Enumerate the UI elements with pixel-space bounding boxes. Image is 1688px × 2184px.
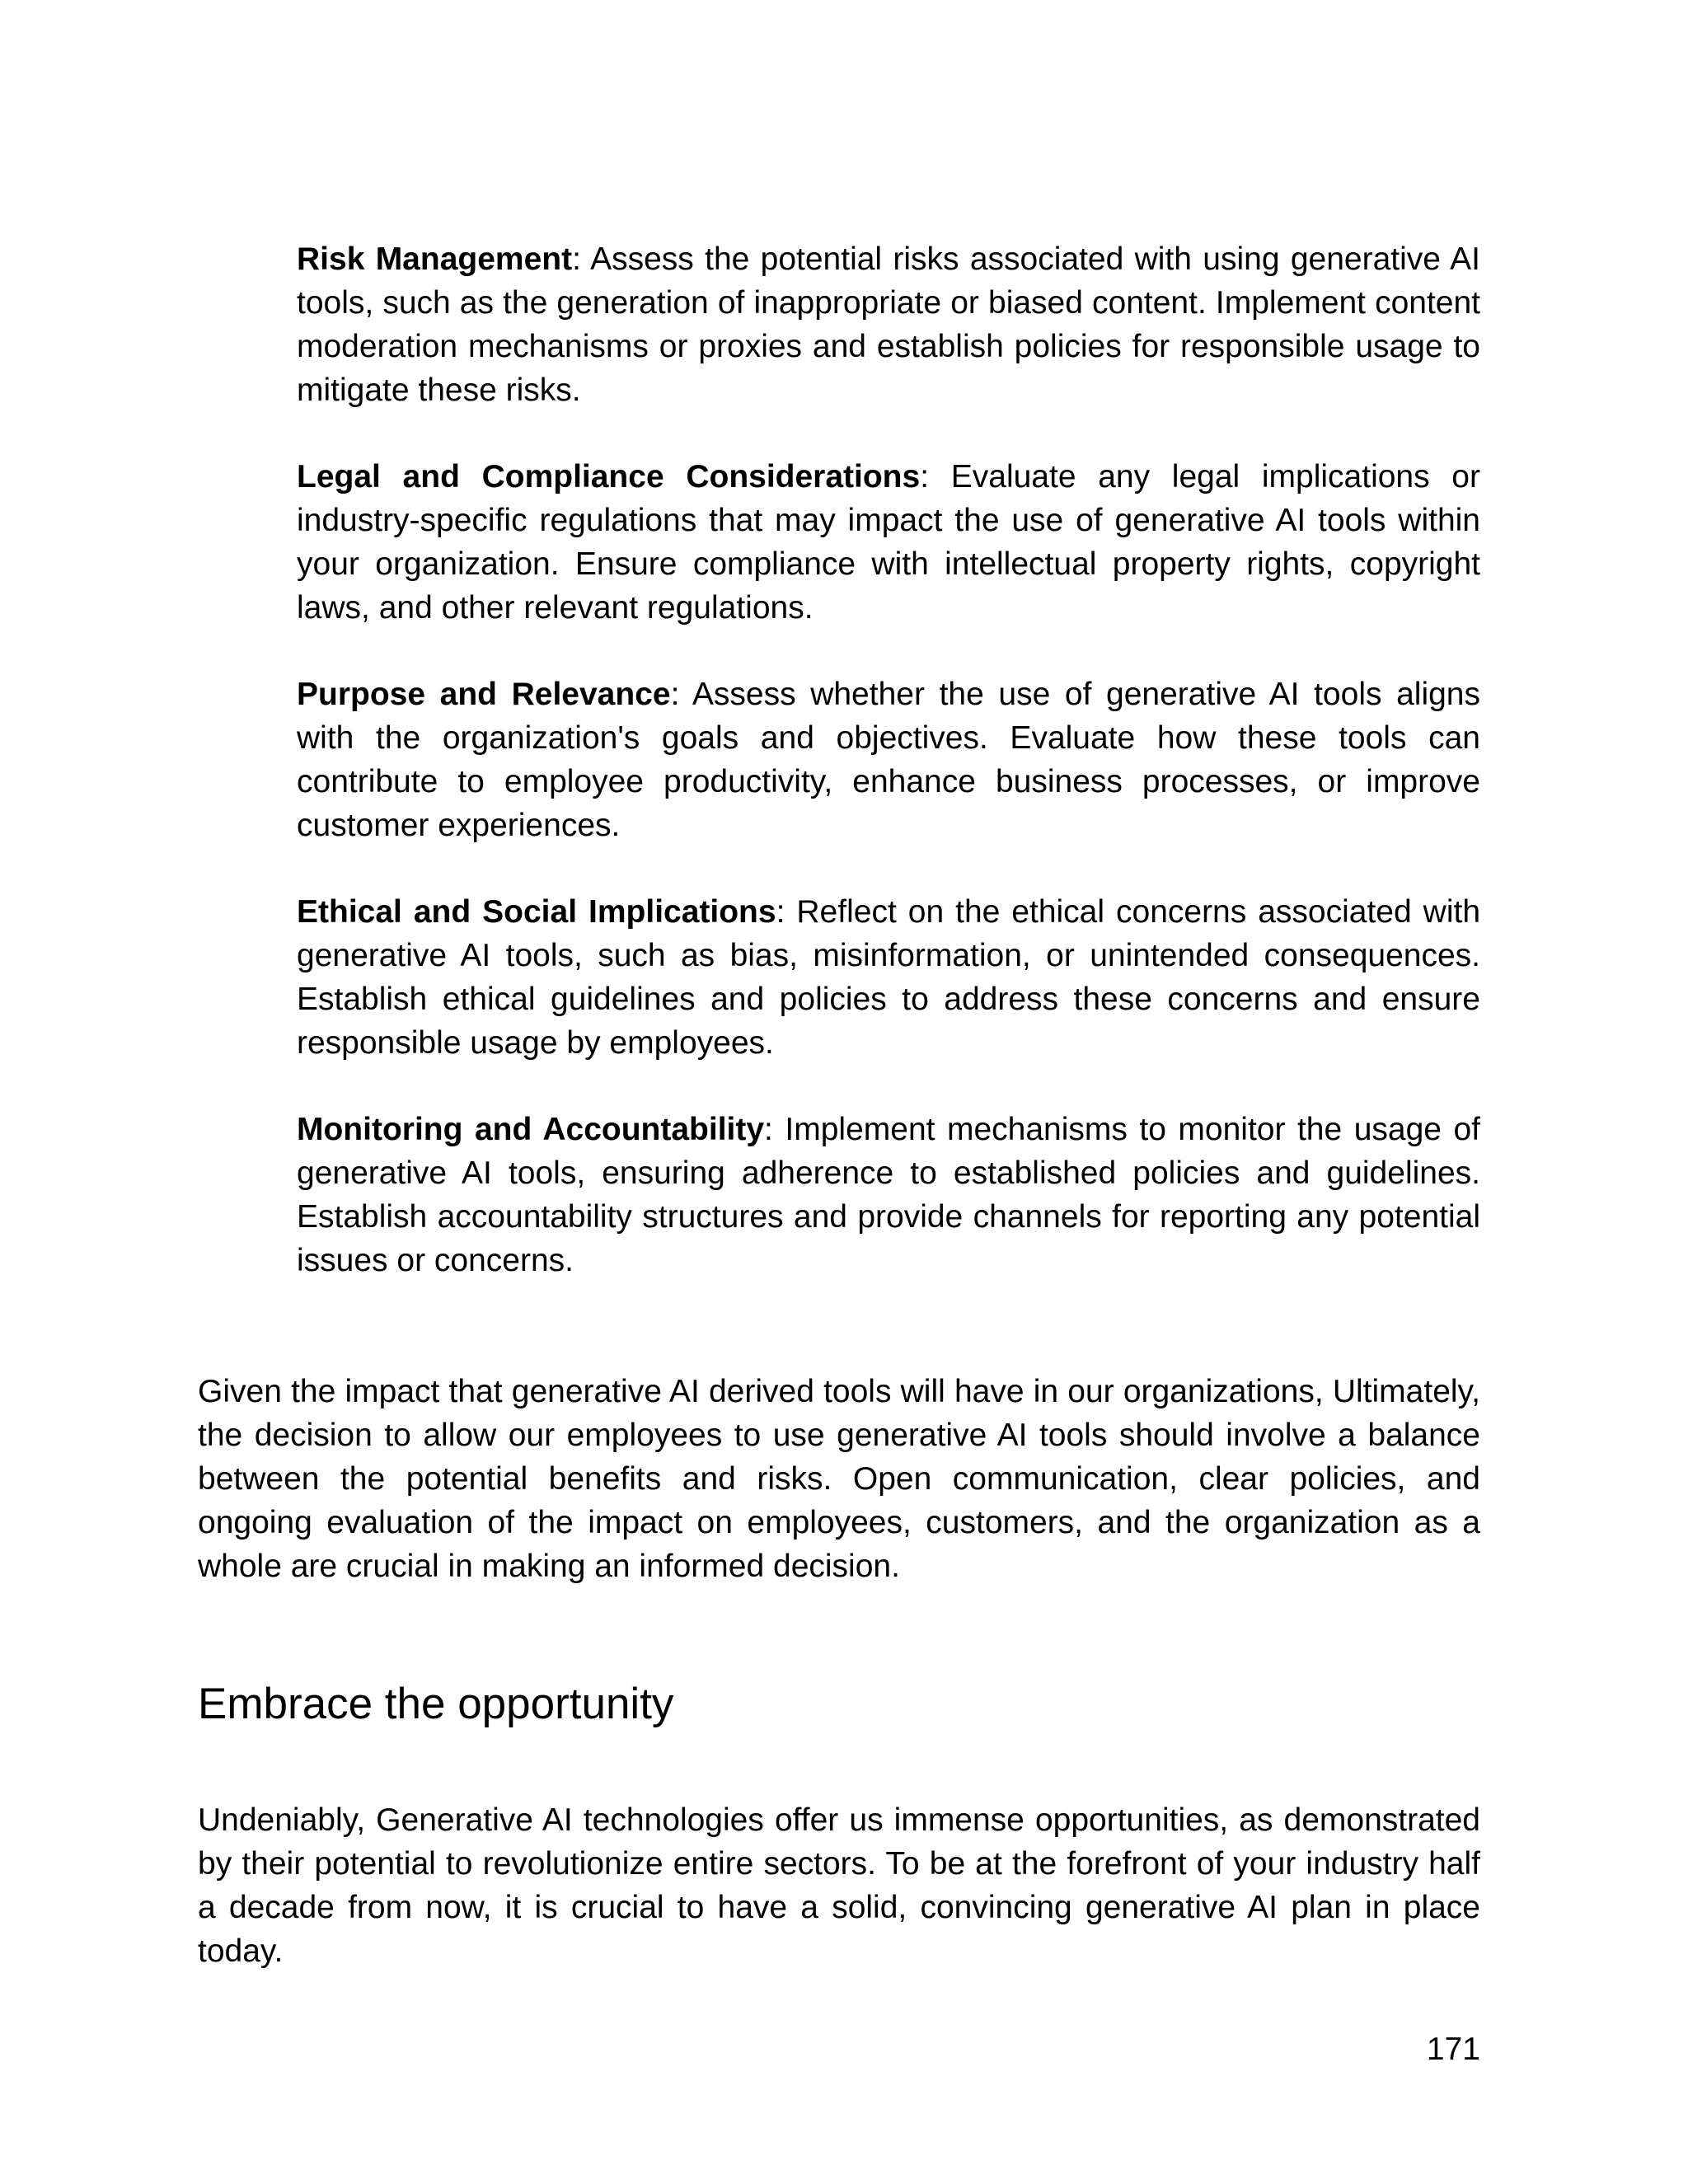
page-number: 171 (1426, 2032, 1480, 2067)
consideration-text: Assess the potential risks associated with using generative AI tools, such as the generation of inappropriate or biased content. Implement content moderation mechanisms or proxies and establish policies for responsible usage to mitigate these risks. (297, 241, 1480, 408)
consideration-term: Ethical and Social Implications (297, 894, 776, 930)
consideration-term: Risk Management (297, 241, 573, 277)
consideration-purpose-relevance (297, 673, 1480, 847)
term-separator: : (670, 677, 680, 712)
consideration-text: Evaluate any legal implications or industry-specific regulations that may impact the use of generative AI tools within your organization. Ensure compliance with intellectual property rights, copyright laws, and other relevant regulations. (297, 459, 1480, 626)
consideration-ethical-social (297, 890, 1480, 1065)
term-separator: : (776, 894, 785, 930)
consideration-text: Assess whether the use of generative AI tools aligns with the organization's goals and objectives. Evaluate how these tools can contribute to employee productivity, enhance business processes, or improve customer experiences. (297, 677, 1480, 843)
term-separator: : (764, 1112, 773, 1147)
consideration-term: Legal and Compliance Considerations (297, 459, 921, 494)
conclusion-paragraph: Given the impact that generative AI derived tools will have in our organizations, Ultimately, the decision to allow our employees to use generative AI tools should involve a balance between the potential benefits and risks. Open communication, clear policies, and ongoing evaluation of the impact on employees, customers, and the organization as a whole are crucial in making an informed decision. (198, 1374, 1480, 1584)
term-separator: : (572, 241, 581, 277)
section-heading: Embrace the opportunity (198, 1680, 674, 1728)
section-body-paragraph: Undeniably, Generative AI technologies offer us immense opportunities, as demonstrated by their potential to revolutionize entire sectors. To be at the forefront of your industry half a decade from now, it is crucial to have a solid, convincing generative AI plan in place today. (198, 1802, 1480, 1969)
consideration-legal-compliance (297, 455, 1480, 630)
consideration-term: Purpose and Relevance (297, 677, 671, 712)
consideration-monitoring-accountability (297, 1108, 1480, 1282)
term-separator: : (920, 459, 930, 494)
consideration-text: Implement mechanisms to monitor the usage of generative AI tools, ensuring adherence to established policies and guidelines. Establish accountability structures and provide channels for reporting any potential issues or concerns. (297, 1112, 1480, 1278)
consideration-text: Reflect on the ethical concerns associated with generative AI tools, such as bias, misinformation, or unintended consequences. Establish ethical guidelines and policies to address these concerns and ensure responsible usage by employees. (297, 894, 1481, 1061)
consideration-term: Monitoring and Accountability (297, 1112, 765, 1147)
consideration-risk-management (297, 237, 1480, 412)
